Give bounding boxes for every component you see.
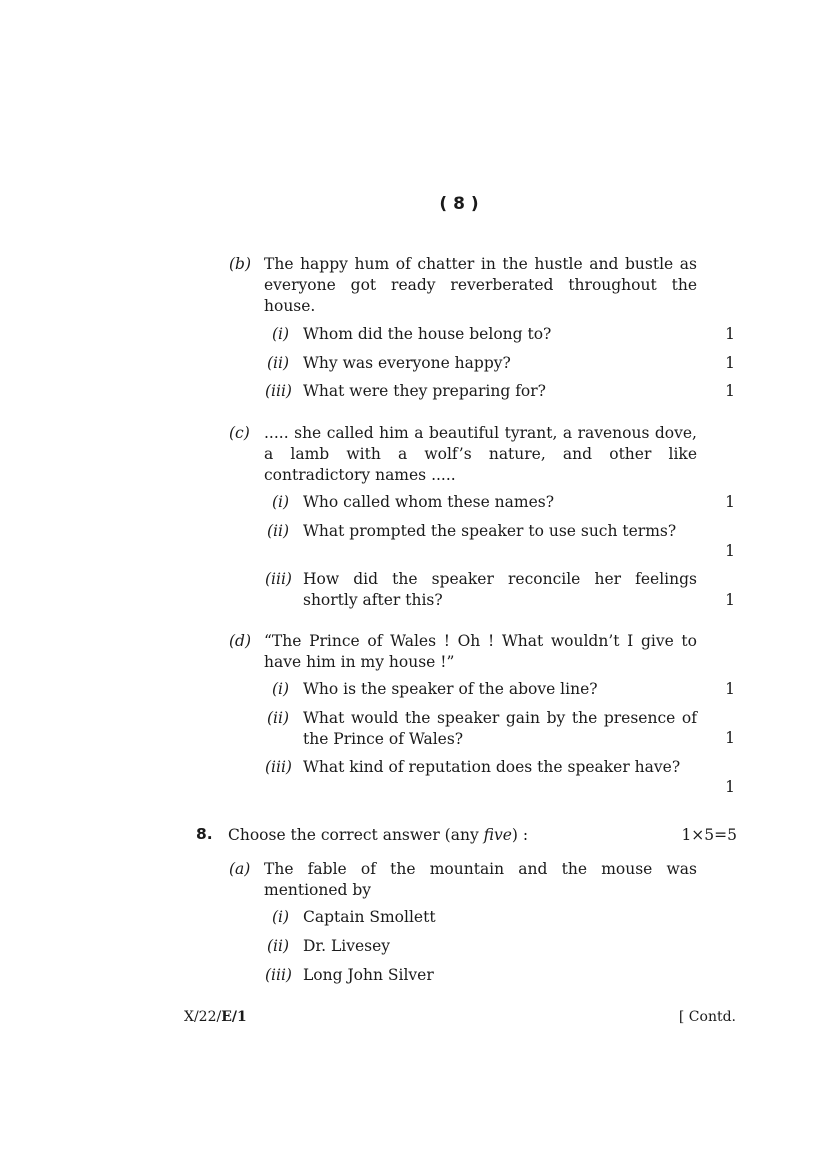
- c-q1-label: (i): [271, 493, 289, 511]
- c-q1-text: Who called whom these names?: [303, 493, 555, 511]
- c-q1-marks: 1: [725, 493, 735, 511]
- section-b-passage: The happy hum of chatter in the hustle and bustle as everyone got ready reverberated throughout the house.: [264, 255, 697, 315]
- q8-a-option-1-text: Captain Smollett: [303, 908, 436, 926]
- c-q3-label: (iii): [265, 570, 292, 588]
- d-q1-text: Who is the speaker of the above line?: [303, 680, 598, 698]
- section-c-passage: ..... she called him a beautiful tyrant, a ravenous dove, a lamb with a wolf’s nature, and other like contradictory names .....: [264, 424, 697, 484]
- d-q3-marks: 1: [725, 778, 735, 796]
- q8-a-label: (a): [229, 860, 251, 878]
- question-8-number: 8.: [196, 825, 213, 843]
- q8-a-option-3-label: (iii): [265, 966, 292, 984]
- q8-a-option-3-text: Long John Silver: [303, 966, 434, 984]
- section-d-passage: “The Prince of Wales ! Oh ! What wouldn’t I give to have him in my house !”: [264, 632, 697, 671]
- b-q3-marks: 1: [725, 382, 735, 400]
- page-number: ( 8 ): [439, 194, 479, 214]
- b-q3-label: (iii): [265, 382, 292, 400]
- q8-a-option-2-text: Dr. Livesey: [303, 937, 391, 955]
- section-d-label: (d): [229, 632, 252, 650]
- d-q1-label: (i): [271, 680, 289, 698]
- q8-a-text: The fable of the mountain and the mouse was mentioned by: [264, 860, 697, 899]
- footer-paper-code: X/22/E/1: [184, 1009, 247, 1025]
- d-q2-marks: 1: [725, 729, 735, 747]
- question-8-marks: 1×5=5: [681, 826, 737, 844]
- c-q3-text: How did the speaker reconcile her feelings shortly after this?: [303, 570, 697, 609]
- b-q2-text: Why was everyone happy?: [303, 354, 511, 372]
- b-q1-label: (i): [271, 325, 289, 343]
- b-q2-label: (ii): [266, 354, 289, 372]
- b-q1-text: Whom did the house belong to?: [303, 325, 552, 343]
- d-q3-label: (iii): [265, 758, 292, 776]
- section-c-label: (c): [229, 424, 250, 442]
- c-q2-label: (ii): [266, 522, 289, 540]
- b-q2-marks: 1: [725, 354, 735, 372]
- d-q1-marks: 1: [725, 680, 735, 698]
- d-q3-text: What kind of reputation does the speaker have?: [303, 758, 681, 776]
- b-q1-marks: 1: [725, 325, 735, 343]
- d-q2-label: (ii): [266, 709, 289, 727]
- c-q3-marks: 1: [725, 591, 735, 609]
- d-q2-text: What would the speaker gain by the presence of the Prince of Wales?: [303, 709, 697, 748]
- c-q2-marks: 1: [725, 542, 735, 560]
- b-q3-text: What were they preparing for?: [303, 382, 546, 400]
- question-8-instruction: Choose the correct answer (any five) :: [228, 826, 529, 844]
- c-q2-text: What prompted the speaker to use such terms?: [303, 522, 677, 540]
- q8-a-option-2-label: (ii): [266, 937, 289, 955]
- section-b-label: (b): [229, 255, 252, 273]
- footer-contd: [ Contd.: [678, 1009, 736, 1025]
- q8-a-option-1-label: (i): [271, 908, 289, 926]
